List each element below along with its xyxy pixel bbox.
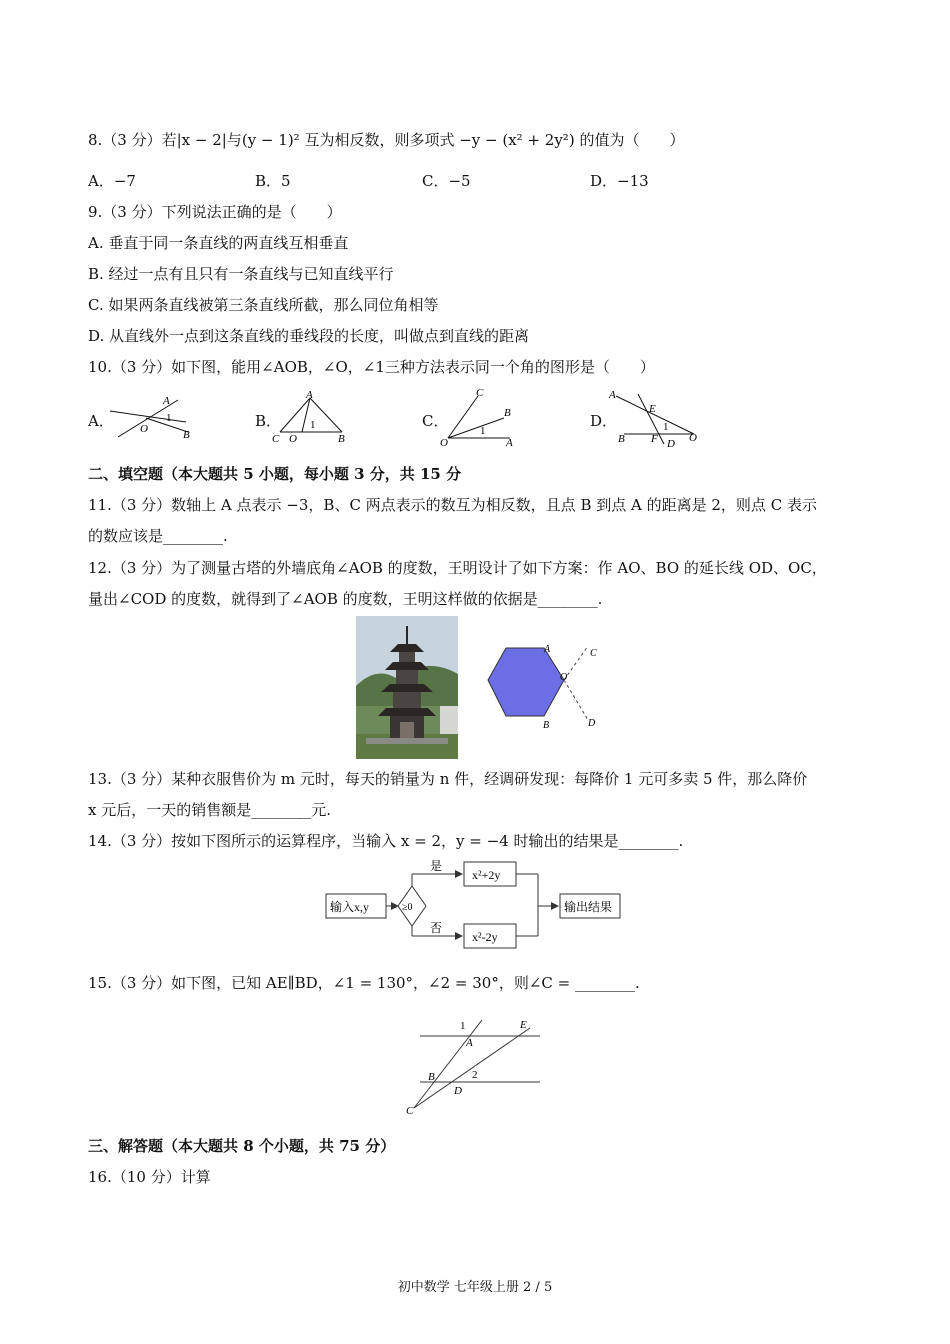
q9-option-b: B. 经过一点有且只有一条直线与已知直线平行 bbox=[88, 265, 394, 283]
q9-option-a: A. 垂直于同一条直线的两直线互相垂直 bbox=[88, 234, 349, 252]
flow-yes-label: 是 bbox=[430, 859, 443, 873]
flow-input-label: 输入x,y bbox=[330, 900, 370, 914]
section-3-heading: 三、解答题（本大题共 8 个小题，共 75 分） bbox=[88, 1137, 396, 1155]
svg-text:B: B bbox=[338, 433, 345, 444]
q9-option-d: D. 从直线外一点到这条直线的垂线段的长度，叫做点到直线的距离 bbox=[88, 327, 530, 345]
svg-text:A: A bbox=[306, 389, 313, 401]
svg-text:B: B bbox=[504, 407, 511, 419]
flow-condition-label: ≥0 bbox=[402, 902, 413, 913]
svg-text:1: 1 bbox=[480, 425, 486, 437]
svg-text:F: F bbox=[651, 433, 658, 445]
svg-text:B: B bbox=[543, 720, 550, 731]
q10-figure-b bbox=[272, 388, 352, 444]
svg-text:O: O bbox=[560, 672, 568, 683]
svg-text:O: O bbox=[140, 423, 148, 435]
q8-option-b: B．5 bbox=[255, 172, 291, 190]
q8-option-d: D．−13 bbox=[590, 172, 649, 190]
q14-text: 14.（3 分）按如下图所示的运算程序，当输入 x = 2，y = −4 时输出的结果是________. bbox=[88, 832, 684, 850]
section-2-heading: 二、填空题（本大题共 5 小题，每小题 3 分，共 15 分 bbox=[88, 465, 462, 483]
svg-text:A: A bbox=[609, 389, 616, 401]
q10-label-c: C． bbox=[422, 412, 449, 430]
svg-text:B: B bbox=[428, 1071, 435, 1083]
q12-line1: 12.（3 分）为了测量古塔的外墙底角∠AOB 的度数，王明设计了如下方案：作 AO、BO 的延长线 OD、OC， bbox=[88, 559, 827, 577]
flow-expr-yes: x²+2y bbox=[472, 868, 501, 882]
svg-text:B: B bbox=[618, 433, 625, 445]
svg-text:C: C bbox=[406, 1105, 414, 1117]
q8-option-c: C．−5 bbox=[422, 172, 471, 190]
svg-text:2: 2 bbox=[472, 1069, 478, 1081]
q15-text: 15.（3 分）如下图，已知 AE∥BD，∠1 = 130°，∠2 = 30°，则∠C = ________. bbox=[88, 974, 640, 992]
flow-no-label: 否 bbox=[430, 921, 443, 935]
svg-text:D: D bbox=[588, 718, 596, 729]
svg-text:C: C bbox=[476, 387, 484, 399]
q11-line2: 的数应该是________. bbox=[88, 527, 228, 545]
svg-text:A: A bbox=[544, 644, 551, 655]
q15-figure bbox=[402, 1014, 548, 1118]
q9-option-c: C. 如果两条直线被第三条直线所截，那么同位角相等 bbox=[88, 296, 439, 314]
hexagon-figure bbox=[486, 640, 606, 732]
svg-text:O: O bbox=[440, 437, 448, 446]
svg-text:A: A bbox=[466, 1037, 473, 1049]
svg-text:E: E bbox=[520, 1019, 527, 1031]
q10-label-b: B． bbox=[255, 412, 282, 430]
svg-text:B: B bbox=[183, 429, 190, 441]
svg-text:D: D bbox=[454, 1085, 462, 1097]
svg-text:1: 1 bbox=[166, 412, 172, 424]
q14-flowchart bbox=[320, 856, 630, 952]
svg-text:1: 1 bbox=[310, 419, 316, 431]
q16-text: 16.（10 分）计算 bbox=[88, 1168, 211, 1186]
q12-line2: 量出∠COD 的度数，就得到了∠AOB 的度数，王明这样做的依据是________. bbox=[88, 590, 603, 608]
q9-stem: 9.（3 分）下列说法正确的是（ ） bbox=[88, 203, 342, 221]
q13-line1: 13.（3 分）某种衣服售价为 m 元时，每天的销量为 n 件，经调研发现：每降价 1 元可多卖 5 件，那么降价 bbox=[88, 770, 808, 788]
q11-line1: 11.（3 分）数轴上 A 点表示 −3，B、C 两点表示的数互为相反数，且点 B 到点 A 的距离是 2，则点 C 表示 bbox=[88, 496, 817, 514]
page-footer: 初中数学 七年级上册 2 / 5 bbox=[397, 1280, 553, 1295]
svg-text:1: 1 bbox=[663, 421, 669, 433]
pagoda-photo bbox=[356, 616, 458, 759]
q10-stem: 10.（3 分）如下图，能用∠AOB，∠O，∠1三种方法表示同一个角的图形是（ ） bbox=[88, 358, 655, 376]
hexagon-shape bbox=[488, 648, 564, 716]
svg-text:1: 1 bbox=[460, 1020, 466, 1032]
svg-text:A: A bbox=[506, 437, 513, 446]
flow-output-label: 输出结果 bbox=[564, 900, 613, 914]
q10-figure-a bbox=[108, 392, 198, 442]
svg-text:D: D bbox=[667, 438, 675, 448]
q10-label-a: A． bbox=[88, 412, 114, 430]
flow-expr-no: x²-2y bbox=[472, 930, 498, 944]
q10-label-d: D． bbox=[590, 412, 618, 430]
svg-text:O: O bbox=[289, 433, 297, 444]
svg-text:O: O bbox=[689, 432, 697, 444]
svg-text:C: C bbox=[590, 648, 597, 659]
q8-text: 8.（3 分）若|x − 2|与(y − 1)² 互为相反数，则多项式 −y − (x² + 2y²) 的值为（ ） bbox=[88, 131, 685, 149]
q10-figure-c bbox=[438, 384, 518, 446]
svg-text:A: A bbox=[163, 395, 170, 407]
svg-text:E: E bbox=[649, 403, 656, 415]
q8-option-a: A．−7 bbox=[88, 172, 136, 190]
q13-line2: x 元后，一天的销售额是________元. bbox=[88, 801, 331, 819]
svg-text:C: C bbox=[272, 433, 280, 444]
q10-figure-d bbox=[606, 386, 706, 448]
